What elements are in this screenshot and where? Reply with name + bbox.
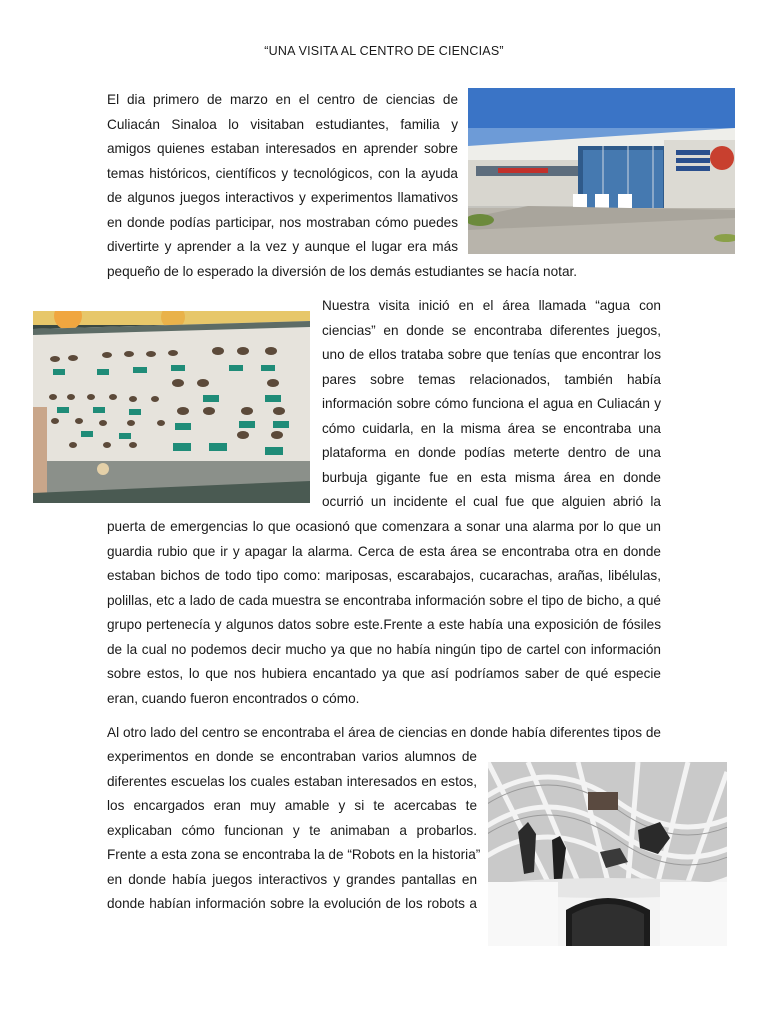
text-line: cómo cuidarla, en la misma área se encontraba una [322, 420, 661, 436]
text-line: en donde podías participar, nos mostraban cómo puedes [107, 214, 458, 230]
science-center-building-photo [468, 88, 735, 254]
text-line: de algunos juegos interactivos y experimentos llamativos [107, 190, 458, 205]
text-line: donde habían información sobre la evolución de los robots a [107, 896, 477, 911]
text-line: plataforma en donde podías meterte dentro de una [322, 445, 661, 460]
document-title: “UNA VISITA AL CENTRO DE CIENCIAS” [264, 44, 504, 58]
text-line: información sobre cómo funciona el agua en Culiacán y [322, 396, 661, 411]
text-line: burbuja gigante fue en esta misma área en donde [322, 469, 661, 485]
insect-exhibit-photo [33, 311, 310, 503]
text-line: diferentes escuelas los cuales estaban interesados en estos, [107, 773, 477, 789]
text-line: guardia rubio que ir y apagar la alarma. Cerca de esta área se encontraba otra en donde [107, 543, 661, 559]
text-line: Culiacán Sinaloa lo visitaban estudiantes, familia y [107, 116, 458, 132]
text-line: grupo pertenecía y algunos datos sobre este.Frente a este había una exposición de fósiles [107, 617, 661, 632]
text-line: pares sobre temas relacionados, también había [322, 371, 661, 387]
text-line: uno de ellos trataba sobre que tenías que encontrar los [322, 347, 661, 362]
text-line: El dia primero de marzo en el centro de ciencias de [107, 92, 458, 107]
text-line: en donde había juegos interactivos y grandes pantallas en [107, 871, 477, 887]
text-line: temas históricos, científicos y tecnológicos, con la ayuda [107, 165, 458, 181]
text-line: ciencias” en donde se encontraba diferentes juegos, [322, 322, 661, 338]
text-line: divertirte y aprender a la vez y aunque el lugar era más [107, 239, 458, 254]
paragraph-science-area-continued [107, 745, 481, 917]
robots-exhibit-photo [488, 762, 727, 946]
text-line: Frente a esta zona se encontraba la de “Robots en la historia” [107, 847, 481, 862]
text-line: pequeño de lo esperado la diversión de los demás estudiantes se hacía notar. [107, 263, 578, 279]
text-line: de la cual no podemos decir mucho ya que no había ningún tipo de cartel con información [107, 641, 661, 657]
paragraph-visit-continued [107, 515, 661, 711]
text-line: experimentos en donde se encontraban varios alumnos de [107, 749, 477, 764]
text-line: explicaban cómo funcionan y te animaban a probarlos. [107, 822, 477, 838]
paragraph-intro [107, 88, 578, 284]
paragraph-science-area [107, 721, 661, 746]
text-line: amigos quienes estaban interesados en aprender sobre [107, 141, 458, 156]
text-line: sobre estos, lo que nos hubiera encantado ya que así podríamos saber de qué especie [107, 666, 661, 681]
text-line: estaban bichos de todo tipo como: mariposas, escarabajos, cucarachas, arañas, libélulas, [107, 568, 661, 583]
text-line: polillas, etc a lado de cada muestra se encontraba información sobre el tipo de bicho, a qué [107, 592, 661, 608]
paragraph-visit-start [322, 294, 661, 515]
text-line: puerta de emergencias lo que ocasionó que comenzara a sonar una alarma por lo que un [107, 519, 661, 534]
text-line: Nuestra visita inició en el área llamada “agua con [322, 298, 661, 313]
text-line: ocurrió un incidente el cual fue que alguien abrió la [322, 494, 661, 509]
text-line: los encargados eran muy amable y si te acercabas te [107, 798, 477, 813]
text-line: eran, cuando fueron encontrados o cómo. [107, 690, 360, 706]
text-line: Al otro lado del centro se encontraba el área de ciencias en donde había diferentes tipos de [107, 725, 661, 740]
